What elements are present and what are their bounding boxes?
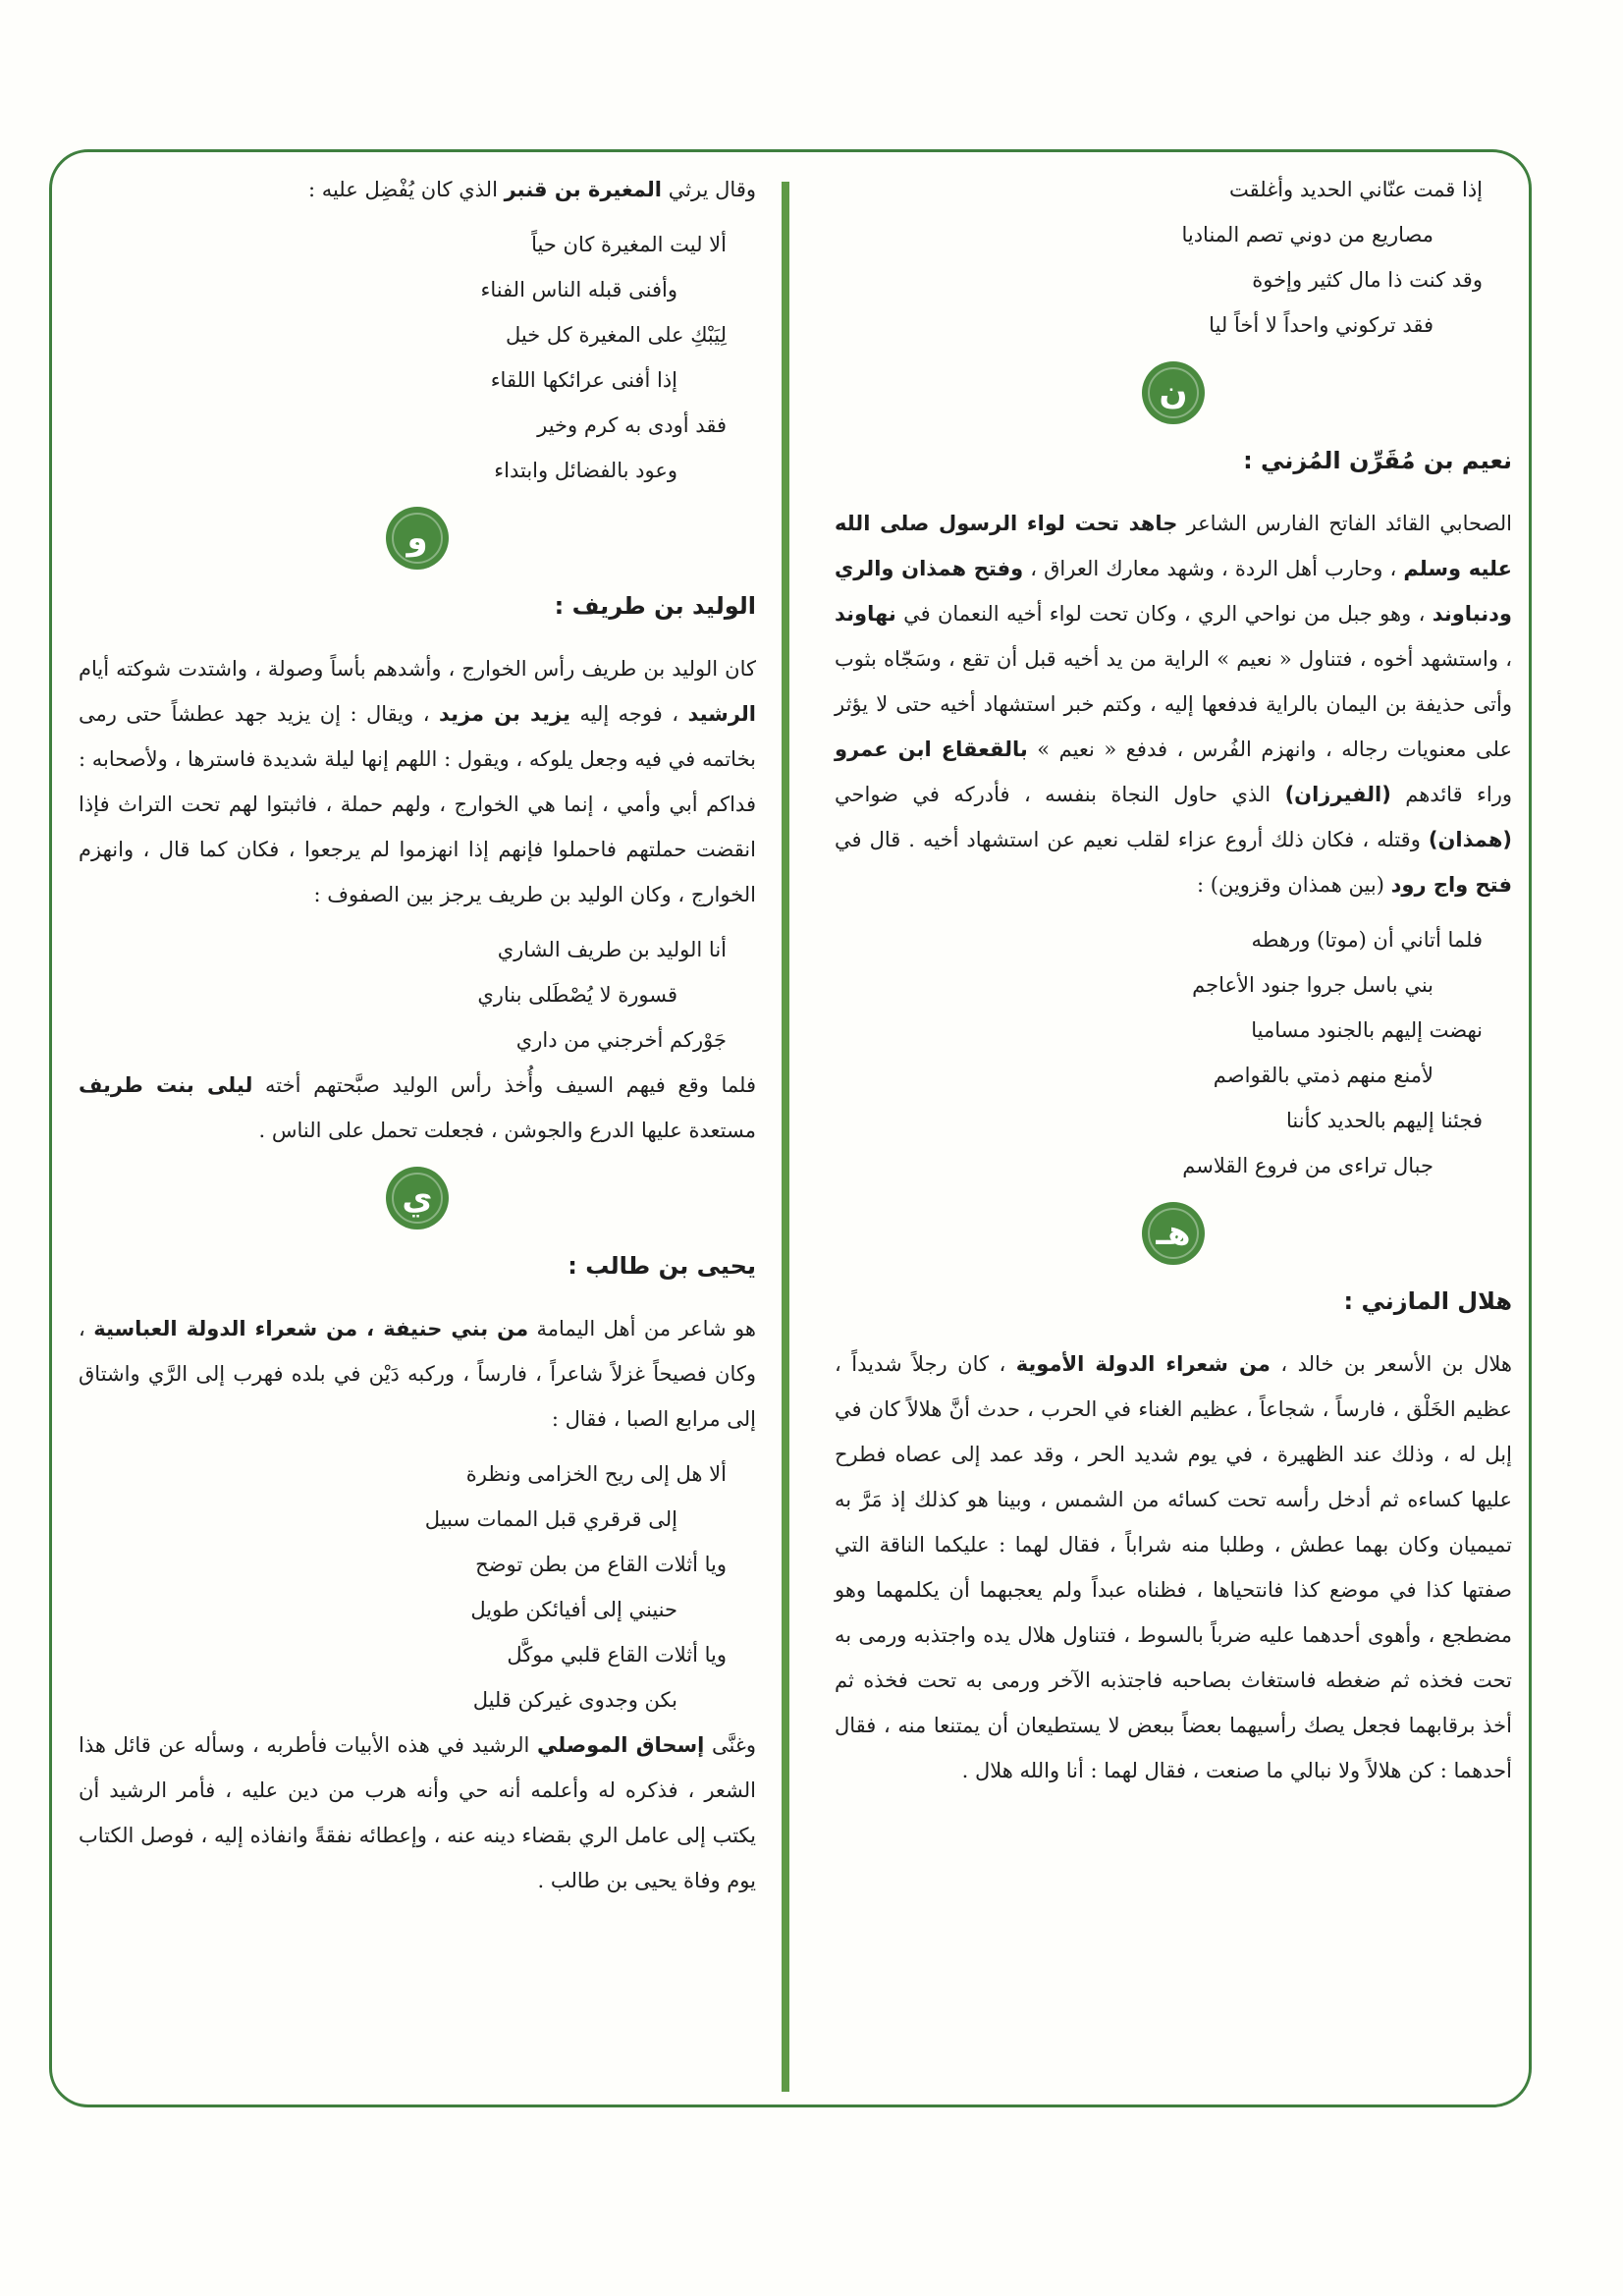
text: ، وكان فصيحاً غزلاً شاعراً ، فارساً ، وركبه دَيْن في بلده فهرب إلى الرَّي واشتاق إلى مرابع الصبا ، فقال : [79,1317,756,1431]
section-heading: يحيى بن طالب : [568,1252,756,1280]
verse-line: نهضت إليهم بالجنود مساميا [1251,1018,1483,1042]
section-paragraph [835,1341,1512,1793]
verse-line: لأمنع منهم ذمتي بالقواصم [1213,1064,1434,1087]
verse-line: فجئنا إليهم بالحديد كأننا [1286,1109,1483,1132]
emphasis: المغيرة بن قنبر [504,178,663,201]
verse-line: ويا أثلات القاع من بطن توضح [475,1553,727,1576]
text: الرشيد في هذه الأبيات فأطربه ، وسأله عن قائل هذا الشعر ، فذكره له وأعلمه أنه حي وأنه هرب من دين عليه ، فأمر الرشيد أن يكتب إلى عامل الري بقضاء دينه عنه ، وإعطائه نفقةً وانفاذه إليه ، فوصل الكتاب يوم وفاة يحيى بن طالب . [79,1733,756,1892]
verse-line: إذا أفنى عرائكها اللقاء [490,368,677,392]
text: ، وحارب أهل الردة ، وشهد معارك العراق ، [1030,557,1397,580]
section-paragraph [79,1063,756,1153]
verse-line: إلى قرقري قبل الممات سبيل [424,1507,677,1531]
verse-line: ألا هل إلى ريح الخزامى ونظرة [465,1462,727,1486]
verse-line: قسورة لا يُصْطَلى بناري [477,983,677,1007]
verse-line: فلما أتاني أن (موتا) ورهطه [1251,928,1483,952]
text: ، فوجه إليه [579,702,679,726]
text: كان الوليد بن طريف رأس الخوارج ، وأشدهم بأساً وصولة ، واشتدت شوكته أيام [79,657,756,681]
verse-line: بكن وجدوى غيركن قليل [472,1688,677,1712]
emphasis: يزيد بن مزيد [438,702,570,726]
text: ، ويقال : إن يزيد جهد عطشاً حتى رمى بخاتمه في فيه وجعل يلوكه ، ويقول : اللهم إنها ليلة شديدة فاسترها ، ولأصحابه : فداكم أبي وأمي ، إنما هي الخوارج ، ولهم حملة ، فاثبتوا لهم تحت التراث فإذا انقضت حملتهم فاحملوا فإنهم إذا انهزموا لم يرجعوا ، فكان كما قال ، وانهزم الخوارج ، وكان الوليد بن طريف يرجز بين الصفوف : [79,702,756,906]
verse-line: فقد تركوني واحداً لا أخاً ليا [1209,313,1434,337]
section-paragraph [79,1722,756,1903]
verse-line: لِيَبْكِ على المغيرة كل خيل [505,323,727,347]
section-heading: هلال المازني : [1343,1287,1512,1315]
verse-line: حنيني إلى أفيائكن طويل [470,1598,677,1621]
verses-block [835,917,1512,1188]
text: ، وهو جبل من نواحي الري ، وكان تحت لواء أخيه النعمان في [903,602,1426,626]
verse-line: ويا أثلات القاع قلبي موكَّل [507,1643,727,1667]
text: فلما وقع فيهم السيف وأُخذ رأس الوليد صبَّحتهم أخته [265,1073,756,1097]
verse-line: ألا ليت المغيرة كان حياً [531,233,727,256]
verse-line: مصاريع من دوني تصم المناديا [1181,223,1434,246]
text: الصحابي القائد الفاتح الفارس الشاعر [1186,512,1512,535]
verses-block [79,222,756,493]
emphasis: نهاوند [835,602,896,626]
section-heading: نعيم بن مُقَرِّن المُزني : [1243,447,1512,474]
verse-line: إذا قمت عنّاني الحديد وأغلقت [1229,178,1483,201]
verse-line: فقد أودى به كرم وخير [537,413,727,437]
emphasis: من بني حنيفة ، من شعراء الدولة العباسية [93,1317,529,1340]
emphasis: الرشيد [687,702,756,726]
verses-block [79,927,756,1063]
text: الذي كان يُفْضِل عليه : [307,178,498,201]
verse-line: وعود بالفضائل وابتداء [494,459,677,482]
letter-badge-icon: هـ [1142,1202,1205,1265]
left-column [79,167,756,1913]
emphasis: فتح واج رود [1390,873,1512,897]
emphasis: (همذان) [1428,828,1512,851]
text: وغنَّى [712,1733,756,1757]
verse-line: بني باسل جروا جنود الأعاجم [1192,973,1434,997]
verse-line: أنا الوليد بن طريف الشاري [497,938,727,961]
text: مستعدة عليها الدرع والجوشن ، فجعلت تحمل على الناس . [258,1119,756,1142]
verse-line: وقد كنت ذا مال كثير وإخوة [1252,268,1483,292]
text: وراء قائدهم [1405,783,1513,806]
column-divider [782,182,789,2092]
text: هلال بن الأسعر بن خالد ، [1280,1352,1512,1376]
section-paragraph [835,501,1512,907]
intro-paragraph [79,167,756,212]
text: ، واستشهد أخوه ، فتناول « نعيم » الراية من يد أخيه قبل أن تقع ، وسَجّاه بثوب وأتى حذيفة بن اليمان بالراية فدفعها إليه ، وكتم خبر استشهاد أخيه حتى لا يؤثر على معنويات رجاله ، وانهزم الفُرس ، فدفع « نعيم » [835,647,1512,761]
verses-block [79,1451,756,1722]
emphasis: من شعراء الدولة الأموية [1015,1352,1271,1376]
emphasis: بالقعقاع ابن عمرو [835,738,1028,761]
text: وقال يرثي [668,178,756,201]
letter-badge-icon: ن [1142,361,1205,424]
letter-badge-icon: ي [386,1167,449,1230]
text: الذي حاول النجاة بنفسه ، فأدركه في ضواحي [835,783,1271,806]
intro-verses [835,167,1512,348]
emphasis: ليلى بنت طريف [79,1073,253,1097]
text: (بين همذان وقزوين) : [1197,873,1384,897]
text: هو شاعر من أهل اليمامة [536,1317,756,1340]
emphasis: وفتح همذان والري ودنباوند [835,557,1512,626]
emphasis: إسحاق الموصلي [537,1733,705,1757]
right-column [835,167,1512,1803]
section-paragraph [79,1306,756,1442]
verse-line: جَوْركم أخرجني من داري [515,1028,727,1052]
section-paragraph [79,646,756,917]
letter-badge-icon: و [386,507,449,570]
section-heading: الوليد بن طريف : [554,592,756,620]
emphasis: (الفيرزان) [1284,783,1391,806]
verse-line: وأفنى قبله الناس الفناء [480,278,677,301]
emphasis: جاهد تحت لواء الرسول صلى الله عليه وسلم [835,512,1512,580]
verse-line: جبال تراءى من فروع القلاسم [1182,1154,1434,1177]
text: وقتله ، فكان ذلك أروع عزاء لقلب نعيم عن استشهاد أخيه . قال في [835,828,1421,851]
text: ، كان رجلاً شديداً ، عظيم الخَلْق ، فارساً ، شجاعاً ، عظيم الغناء في الحرب ، حدث أنَّ هلالاً كان في إبل له ، وذلك عند الظهيرة ، في يوم شديد الحر ، وقد عمد إلى عصاه فطرح عليها كساءه ثم أدخل رأسه تحت كسائه من الشمس ، وبينا هو كذلك إذ مَرَّ به تميميان وكان بهما عطش ، وطلبا منه شراباً ، فقال لهما : عليكما الناقة التي صفتها كذا في موضع كذا فانتحياها ، فظناه عبداً ولم يعجبهما أن يكلمهما وهو مضطجع ، وأهوى أحدهما عليه ضرباً بالسوط ، فتناول هلال يده واجتذبه ورمى به تحت فخذه ثم ضغطه فاستغاث بصاحبه فاجتذبه الآخر ورمى به تحت فخذه ثم أخذ برقابهما فجعل يصك رأسيهما بعضاً ببعض لا يستطيعان أن يمتنعا منه ، فقال أحدهما : كن هلالاً ولا نبالي ما صنعت ، فقال لهما : أنا والله هلال . [835,1352,1512,1782]
